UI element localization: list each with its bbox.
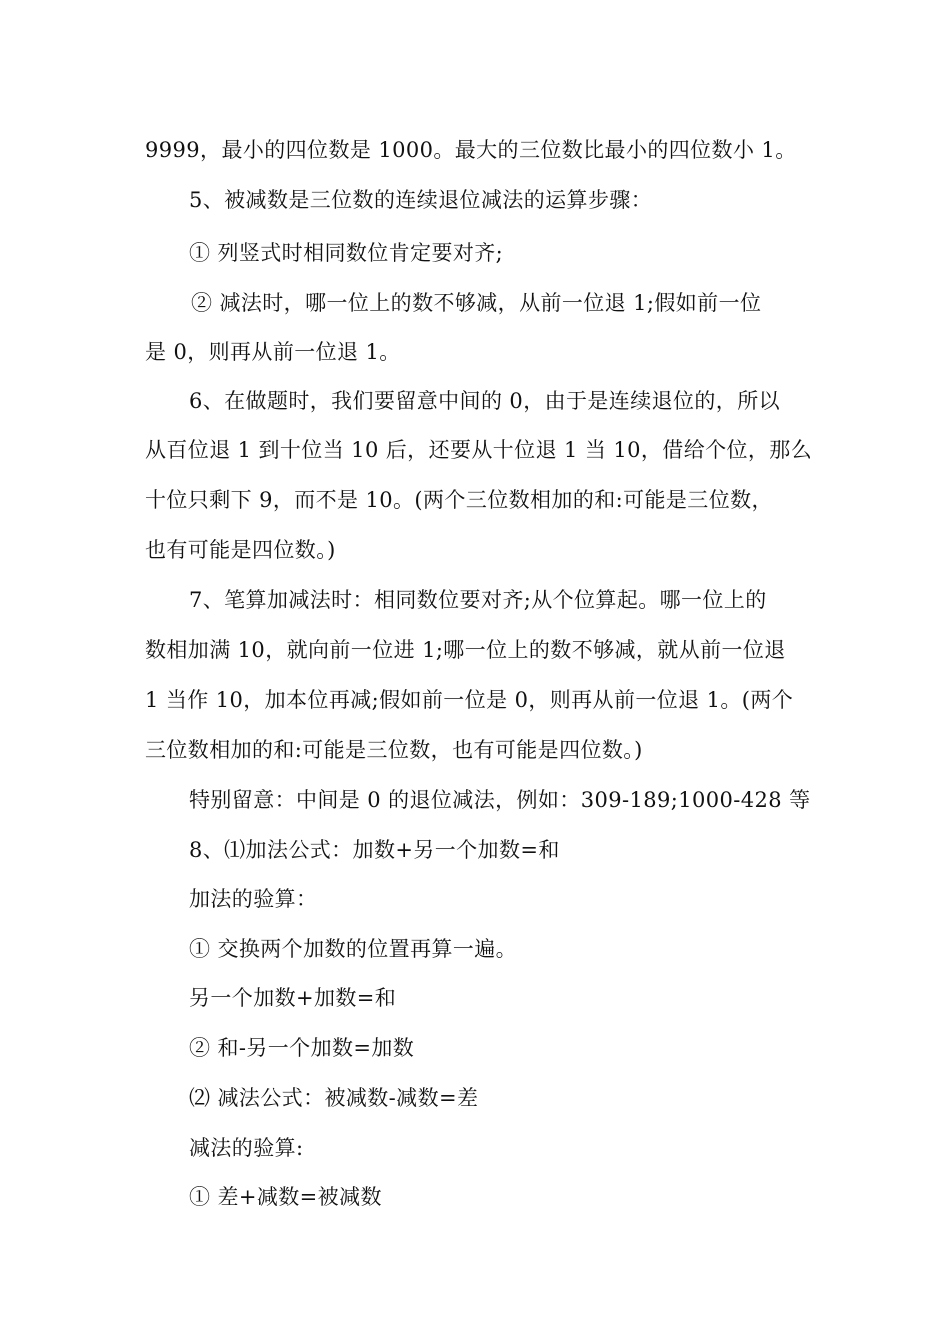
text-line-4: ② 减法时，哪一位上的数不够减，从前一位退 1;假如前一位	[191, 291, 762, 315]
text-line-17: ① 交换两个加数的位置再算一遍。	[189, 937, 518, 961]
text-line-7: 从百位退 1 到十位当 10 后，还要从十位退 1 当 10，借给个位，那么	[145, 438, 813, 462]
text-line-18: 另一个加数+加数=和	[189, 986, 397, 1010]
text-line-11: 数相加满 10，就向前一位进 1;哪一位上的数不够减，就从前一位退	[145, 638, 786, 662]
subtraction-formula: ⑵ 减法公式：被减数-减数=差	[189, 1086, 479, 1110]
section-8-heading: 8、⑴加法公式：加数+另一个加数=和	[189, 838, 560, 862]
text-line-5: 是 0，则再从前一位退 1。	[145, 340, 401, 364]
section-5-heading: 5、被减数是三位数的连续退位减法的运算步骤：	[189, 188, 653, 212]
text-line-19: ② 和-另一个加数=加数	[189, 1036, 415, 1060]
text-line-12: 1 当作 10，加本位再减;假如前一位是 0，则再从前一位退 1。(两个	[145, 688, 794, 712]
subtraction-check-heading: 减法的验算:	[189, 1136, 304, 1160]
addition-check-heading: 加法的验算：	[189, 887, 318, 911]
text-line-3: ① 列竖式时相同数位肯定要对齐;	[189, 241, 504, 265]
section-7-paragraph-start: 7、笔算加减法时：相同数位要对齐;从个位算起。哪一位上的	[189, 588, 767, 612]
text-line-13: 三位数相加的和:可能是三位数，也有可能是四位数。)	[145, 738, 643, 762]
section-6-paragraph-start: 6、在做题时，我们要留意中间的 0，由于是连续退位的，所以	[189, 389, 780, 413]
text-line-1: 9999，最小的四位数是 1000。最大的三位数比最小的四位数小 1。	[145, 138, 797, 162]
text-line-22: ① 差+减数=被减数	[189, 1185, 382, 1209]
text-line-8: 十位只剩下 9，而不是 10。(两个三位数相加的和:可能是三位数，	[145, 488, 773, 512]
text-line-9: 也有可能是四位数。)	[145, 538, 336, 562]
special-note: 特别留意：中间是 0 的退位减法，例如：309-189;1000-428 等	[189, 788, 811, 812]
